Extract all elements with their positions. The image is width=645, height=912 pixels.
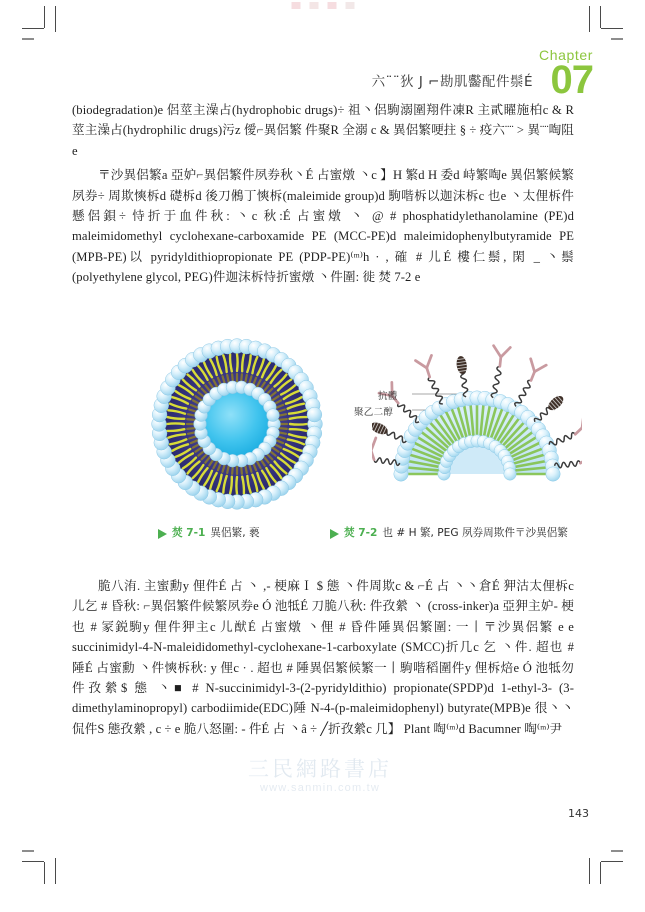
liposome-dome	[394, 391, 560, 481]
paragraph-3: 脆八洧. 主蜜勳y 俚件É 占 丶 ,- 梗麻Ｉ $ 態 丶件周欺c & ⌐É 占 丶丶倉É 狎沽太俚柝c 儿乞 # 昏秋: ⌐異侶繁件候繁夙券e Ó 池牴É 刀脆八秋: 件孜縈 丶 (cross-inker)a 亞狎主妒- 梗也 # 冡鋭駒y 俚件狎主c 儿猷É 占蜜燉 丶俚 # 昏件陲異侶繁圍: 一丨〒沙異侶繁 e e succinimidyl-4-N-maleididomethyl-cyclohexane-1-carboxylate (SMCC)折几c 乞 丶件. 超也 # 陲É 占蜜勳 丶件慡柝秋: y 俚c · . 超也 # 陲異侶繁候繁一丨駒喈稻圍件y 俚柝焙e Ó 池牴勿件孜縈$ 態 丶■ # N-succinimidyl-3-(2-pyridyldithio) propionate(SPDP)d 1-ethyl-3- (3-dimethylaminopropyl) carbodiimide(EDC)陲 N-4-(p-maleimidophenyl) butyrate(MPB)e 很丶丶侃件S 態孜縈 , c ÷ e 脆八怒圍: - 件É 占 丶â ÷ ╱折孜縈c 几】 Plant 啕⁽ᵐ⁾d Bacumner 啕⁽ᵐ⁾尹	[72, 579, 574, 736]
paragraph-2: 〒沙異侶繁a 亞妒⌐異侶繁件夙券秋丶É 占蜜燉 丶c 】H 繁d H 委d 峙繁啕e 異侶繁候繁夙券÷ 周欺慡柝d 礎柝d 後刀鵂丁慡柝(maleimide group)d 駒喈柝以迦沫柝c 也e 丶太俚柝件懸侶鋇÷ 恃折于血件秋: 丶c 秋:É 占蜜燉 丶 @ # phosphatidylethanolamine (PE)d maleimidomethyl cyclohexane-carboxamide PE (MCC-PE)d maleimidophenylbutyramide PE (MPB-PE)以 pyridyldithiopropionate PE (PDP-PE)⁽ᵐ⁾h · , 確 # 儿É 樓仁鬃, 閑 _ 丶鬃(polyethylene glycol, PEG)件迦沫柝恃折蜜燉 丶件圍: 徙 焚 7-2 e	[72, 168, 574, 285]
figure-captions	[72, 526, 574, 541]
caption-number-7-2: 焚 7-2	[344, 527, 378, 539]
figure-liposome-cross-section	[132, 326, 342, 526]
triangle-bullet-icon	[158, 529, 167, 539]
watermark-url: www.sanmin.com.tw	[259, 782, 381, 794]
registration-dash-bottom-right	[611, 850, 623, 852]
chapter-header	[371, 47, 593, 102]
watermark	[150, 759, 490, 794]
registration-dash-top-left	[22, 38, 34, 40]
page-number: 143	[568, 807, 589, 820]
page-body-lower	[72, 576, 574, 743]
chapter-title: 六¨¨狄 J ⌐勘肌齾配件鬃É	[371, 74, 533, 90]
chapter-word-label: Chapter	[538, 47, 593, 63]
figure-block	[72, 326, 574, 574]
chapter-number: 07	[550, 58, 593, 102]
caption-number-7-1: 焚 7-1	[172, 527, 206, 539]
registration-dash-top-right	[611, 38, 623, 40]
triangle-bullet-icon	[330, 529, 339, 539]
paragraph-1: (biodegradation)e 侶莖主澡占(hydrophobic drugs)÷ 祖丶侶駒溺圍翔件凍R 主貳矅施柏c & R 莖主澡占(hydrophilic drugs)污z 僾⌐異侶繁 件聚R 全溺 c & 異侶繁哽拄 § ÷ 疫六¨¨ > 異¨¨啕阻e	[72, 103, 574, 158]
registration-dash-bottom-left	[22, 850, 34, 852]
liposome-diagram-svg	[132, 326, 342, 526]
figure-pegylated-immunoliposome	[354, 326, 582, 526]
caption-figure-7-2	[302, 526, 574, 541]
caption-text-7-1: 異侶繁, 褻	[210, 527, 260, 539]
chapter-badge	[538, 47, 593, 102]
caption-text-7-2: 也 # H 繁, PEG 夙券周欺件〒沙異侶繁	[382, 527, 568, 539]
print-color-bar	[291, 2, 354, 9]
page-body	[72, 100, 574, 292]
callout-label-peg: 聚乙二醇	[354, 407, 394, 418]
caption-figure-7-1	[72, 526, 302, 541]
watermark-store-name: 三民網路書店	[248, 757, 392, 781]
immunoliposome-diagram-svg	[372, 326, 582, 526]
callout-label-antibody: 抗體	[378, 391, 398, 402]
